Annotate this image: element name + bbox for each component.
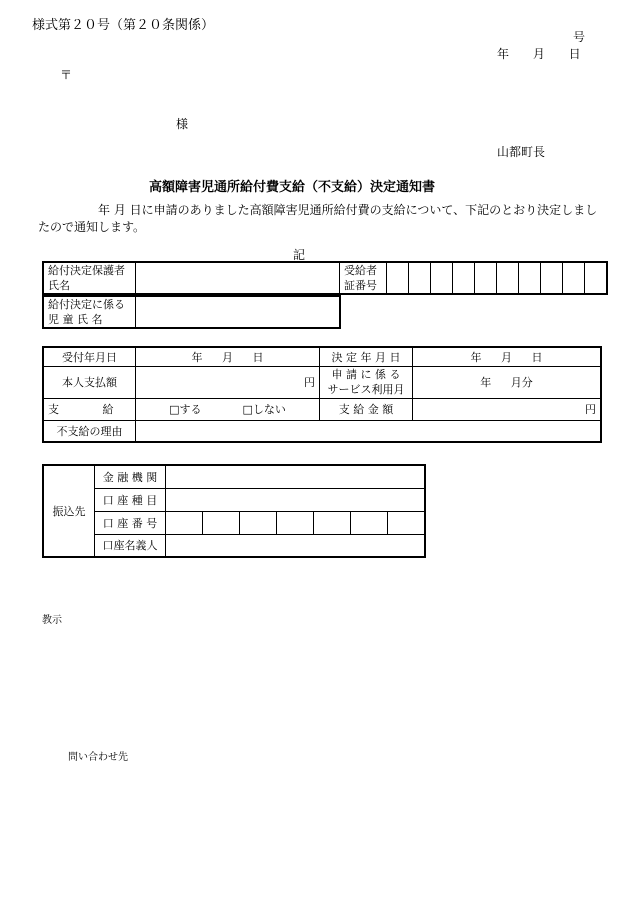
- document-number-label: 号: [573, 30, 586, 44]
- receipt-date-field[interactable]: 年 月 日: [136, 347, 320, 366]
- postal-mark: 〒: [60, 68, 73, 82]
- payment-field[interactable]: 円: [136, 366, 320, 398]
- bank-field[interactable]: [166, 465, 426, 488]
- recipient-digit-cell[interactable]: [563, 262, 585, 294]
- amount-field[interactable]: 円: [413, 398, 602, 420]
- amount-label: 支 給 金 額: [320, 398, 413, 420]
- reason-field[interactable]: [136, 420, 602, 442]
- notice-body: 年 月 日に申請のありました高額障害児通所給付費の支給について、下記のとおり決定しましたので通知します。: [38, 203, 598, 234]
- transfer-label: 振込先: [43, 465, 95, 557]
- reason-label: 不支給の理由: [43, 420, 136, 442]
- service-month-field[interactable]: 年 月分: [413, 366, 602, 398]
- recipient-digit-cell[interactable]: [497, 262, 519, 294]
- account-holder-label: 口座名義人: [95, 534, 166, 557]
- account-digit-cell[interactable]: [240, 511, 277, 534]
- issue-date-label: 年 月 日: [497, 47, 581, 61]
- recipient-digit-cell[interactable]: [431, 262, 453, 294]
- addressee-honorific: 様: [176, 117, 189, 131]
- transfer-table: [42, 464, 426, 558]
- guardian-table: [42, 261, 608, 295]
- ki-mark: 記: [293, 248, 306, 262]
- account-digit-cell[interactable]: [166, 511, 203, 534]
- decision-date-label: 決 定 年 月 日: [320, 347, 413, 366]
- document-title: 高額障害児通所給付費支給（不支給）決定通知書: [149, 180, 436, 195]
- account-digit-cell[interactable]: [277, 511, 314, 534]
- recipient-digit-cell[interactable]: [519, 262, 541, 294]
- recipient-digit-cell[interactable]: [541, 262, 563, 294]
- recipient-digit-cell[interactable]: [387, 262, 409, 294]
- recipient-label: 受給者 証番号: [340, 262, 387, 294]
- recipient-digit-cell[interactable]: [409, 262, 431, 294]
- recipient-digit-cell[interactable]: [585, 262, 608, 294]
- account-digit-cell[interactable]: [314, 511, 351, 534]
- supply-yes-checkbox[interactable]: □する: [169, 403, 202, 416]
- account-digit-cell[interactable]: [203, 511, 240, 534]
- guardian-label: 給付決定保護者 氏名: [43, 262, 136, 294]
- account-type-label: 口 座 種 目: [95, 488, 166, 511]
- receipt-date-label: 受付年月日: [43, 347, 136, 366]
- child-label: 給付決定に係る 児 童 氏 名: [43, 296, 136, 328]
- guardian-name-field[interactable]: [136, 262, 340, 294]
- supply-options: [136, 398, 320, 420]
- account-digit-cell[interactable]: [351, 511, 388, 534]
- issuer-name: 山都町長: [497, 145, 546, 159]
- account-holder-field[interactable]: [166, 534, 426, 557]
- instruction-label: 教示: [42, 615, 62, 626]
- contact-label: 問い合わせ先: [68, 752, 128, 763]
- decision-date-field[interactable]: 年 月 日: [413, 347, 602, 366]
- form-number: 様式第２０号（第２０条関係）: [32, 18, 215, 33]
- child-name-field[interactable]: [136, 296, 341, 328]
- bank-label: 金 融 機 関: [95, 465, 166, 488]
- supply-label: 支 給: [43, 398, 136, 420]
- account-number-label: 口 座 番 号: [95, 511, 166, 534]
- supply-no-checkbox[interactable]: □しない: [242, 403, 286, 416]
- decision-table: [42, 346, 602, 443]
- payment-label: 本人支払額: [43, 366, 136, 398]
- recipient-digit-cell[interactable]: [453, 262, 475, 294]
- account-digit-cell[interactable]: [388, 511, 426, 534]
- recipient-digit-cell[interactable]: [475, 262, 497, 294]
- child-table: [42, 295, 341, 329]
- account-type-field[interactable]: [166, 488, 426, 511]
- service-month-label: 申 請 に 係 る サービス利用月: [320, 366, 413, 398]
